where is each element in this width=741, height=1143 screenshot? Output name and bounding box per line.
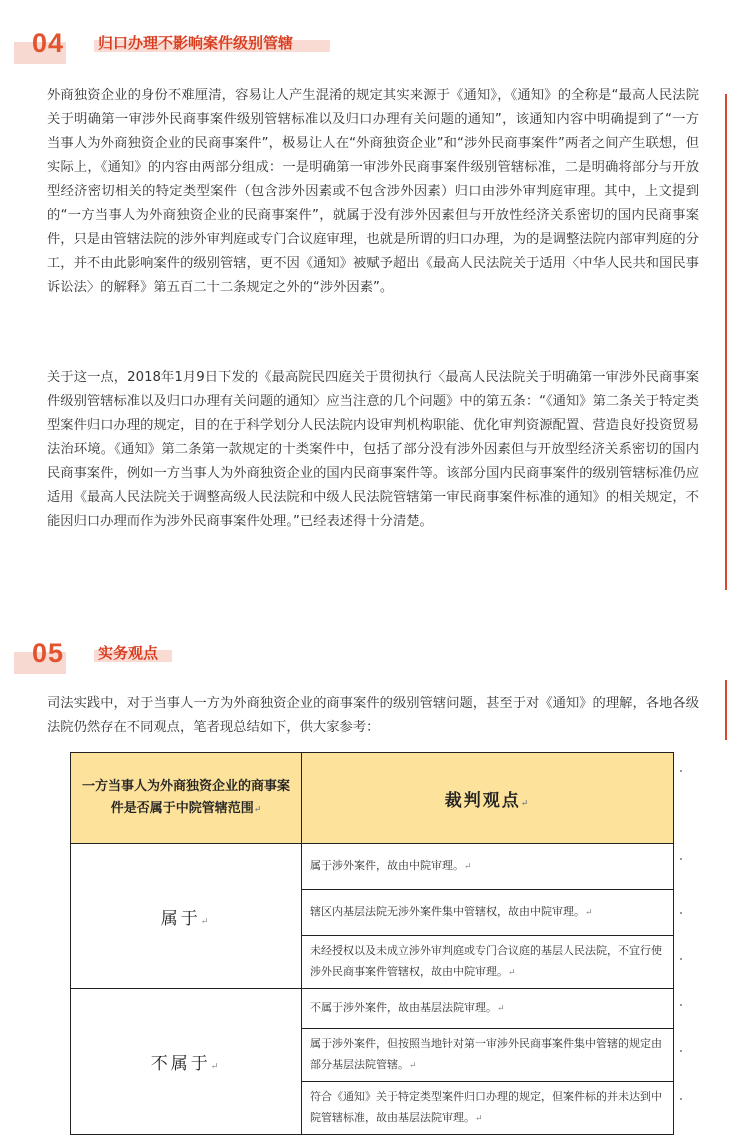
table-cell: 辖区内基层法院无涉外案件集中管辖权，故由中院审理。↵ bbox=[302, 890, 674, 936]
section-number: 04 bbox=[32, 28, 65, 58]
side-accent-bar bbox=[725, 94, 727, 590]
table-cell: 符合《通知》关于特定类型案件归口办理的规定，但案件标的并未达到中院管辖标准，故由基层法院审理。↵ bbox=[302, 1082, 674, 1135]
table-cell: 不属于涉外案件，故由基层法院审理。↵ bbox=[302, 989, 674, 1029]
table-edge-mark bbox=[680, 858, 682, 860]
paragraph: 司法实践中，对于当事人一方为外商独资企业的商事案件的级别管辖问题，甚至于对《通知》的理解，各地各级法院仍然存在不同观点，笔者现总结如下，供大家参考： bbox=[47, 696, 699, 735]
paragraph: 关于这一点，2018年1月9日下发的《最高院民四庭关于贯彻执行〈最高人民法院关于明确第一审涉外民商事案件级别管辖标准以及归口办理有关问题的通知〉应当注意的几个问题》中的第五条：“《通知》第二条关于特定类型案件归口办理的规定，目的在于科学划分人民法院内设审判机构职能、优化审判资源配置、营造良好投资贸易法治环境。《通知》第二条第一款规定的十类案件中，包括了部分没有涉外因素但与开放型经济关系密切的国内民商事案件，例如一方当事人为外商独资企业的国内民商事案件等。该部分国内民商事案件的级别管辖标准仍应适用《最高人民法院关于调整高级人民法院和中级人民法院管辖第一审民商事案件标准的通知》的相关规定，不能因归口办理而作为涉外民商事案件处理。”已经表述得十分清楚。 bbox=[47, 370, 699, 529]
section-04-heading bbox=[0, 18, 741, 68]
category-not-belongs: 不属于↵ bbox=[71, 989, 302, 1135]
table-edge-mark bbox=[680, 1050, 682, 1052]
table-edge-mark bbox=[680, 770, 682, 772]
section-number-badge bbox=[14, 28, 84, 68]
section-title: 实务观点 bbox=[98, 644, 159, 662]
category-belongs: 属于↵ bbox=[71, 844, 302, 989]
table-cell: 未经授权以及未成立涉外审判庭或专门合议庭的基层人民法院，不宜行使涉外民商事案件管辖权，故由中院审理。↵ bbox=[302, 936, 674, 989]
header-scope-question: 一方当事人为外商独资企业的商事案件是否属于中院管辖范围↵ bbox=[71, 753, 302, 844]
table-row bbox=[71, 989, 674, 1029]
judgment-views-table bbox=[70, 752, 674, 1135]
section-number-badge bbox=[14, 638, 84, 678]
table-header-row bbox=[71, 753, 674, 844]
table-edge-mark bbox=[680, 958, 682, 960]
section-05-heading bbox=[0, 628, 741, 678]
table-edge-mark bbox=[680, 1098, 682, 1100]
table-edge-mark bbox=[680, 1004, 682, 1006]
header-judgment-views: 裁判观点↵ bbox=[302, 753, 674, 844]
table-cell: 属于涉外案件，故由中院审理。↵ bbox=[302, 844, 674, 890]
table-edge-mark bbox=[680, 912, 682, 914]
table-cell: 属于涉外案件，但按照当地针对第一审涉外民商事案件集中管辖的规定由部分基层法院管辖。↵ bbox=[302, 1029, 674, 1082]
section-title: 归口办理不影响案件级别管辖 bbox=[98, 34, 294, 52]
paragraph: 外商独资企业的身份不难厘清，容易让人产生混淆的规定其实来源于《通知》，《通知》的全称是“最高人民法院关于明确第一审涉外民商事案件级别管辖标准以及归口办理有关问题的通知”，该通知内容中明确提到了“一方当事人为外商独资企业的民商事案件”，极易让人在“外商独资企业”和“涉外民商事案件”两者之间产生联想，但实际上，《通知》的内容由两部分组成：一是明确第一审涉外民商事案件级别管辖标准，二是明确将部分与开放型经济密切相关的特定类型案件（包含涉外因素或不包含涉外因素）归口由涉外审判庭审理。其中，上文提到的“一方当事人为外商独资企业的民商事案件”，就属于没有涉外因素但与开放性经济关系密切的国内民商事案件，只是由管辖法院的涉外审判庭或专门合议庭审理，也就是所谓的归口办理，为的是调整法院内部审判庭的分工，并不由此影响案件的级别管辖，更不因《通知》被赋予超出《最高人民法院关于适用〈中华人民共和国民事诉讼法〉的解释》第五百二十二条规定之外的“涉外因素”。 bbox=[47, 88, 699, 295]
side-accent-bar bbox=[725, 680, 727, 740]
section-number: 05 bbox=[32, 638, 65, 668]
table-row bbox=[71, 844, 674, 890]
